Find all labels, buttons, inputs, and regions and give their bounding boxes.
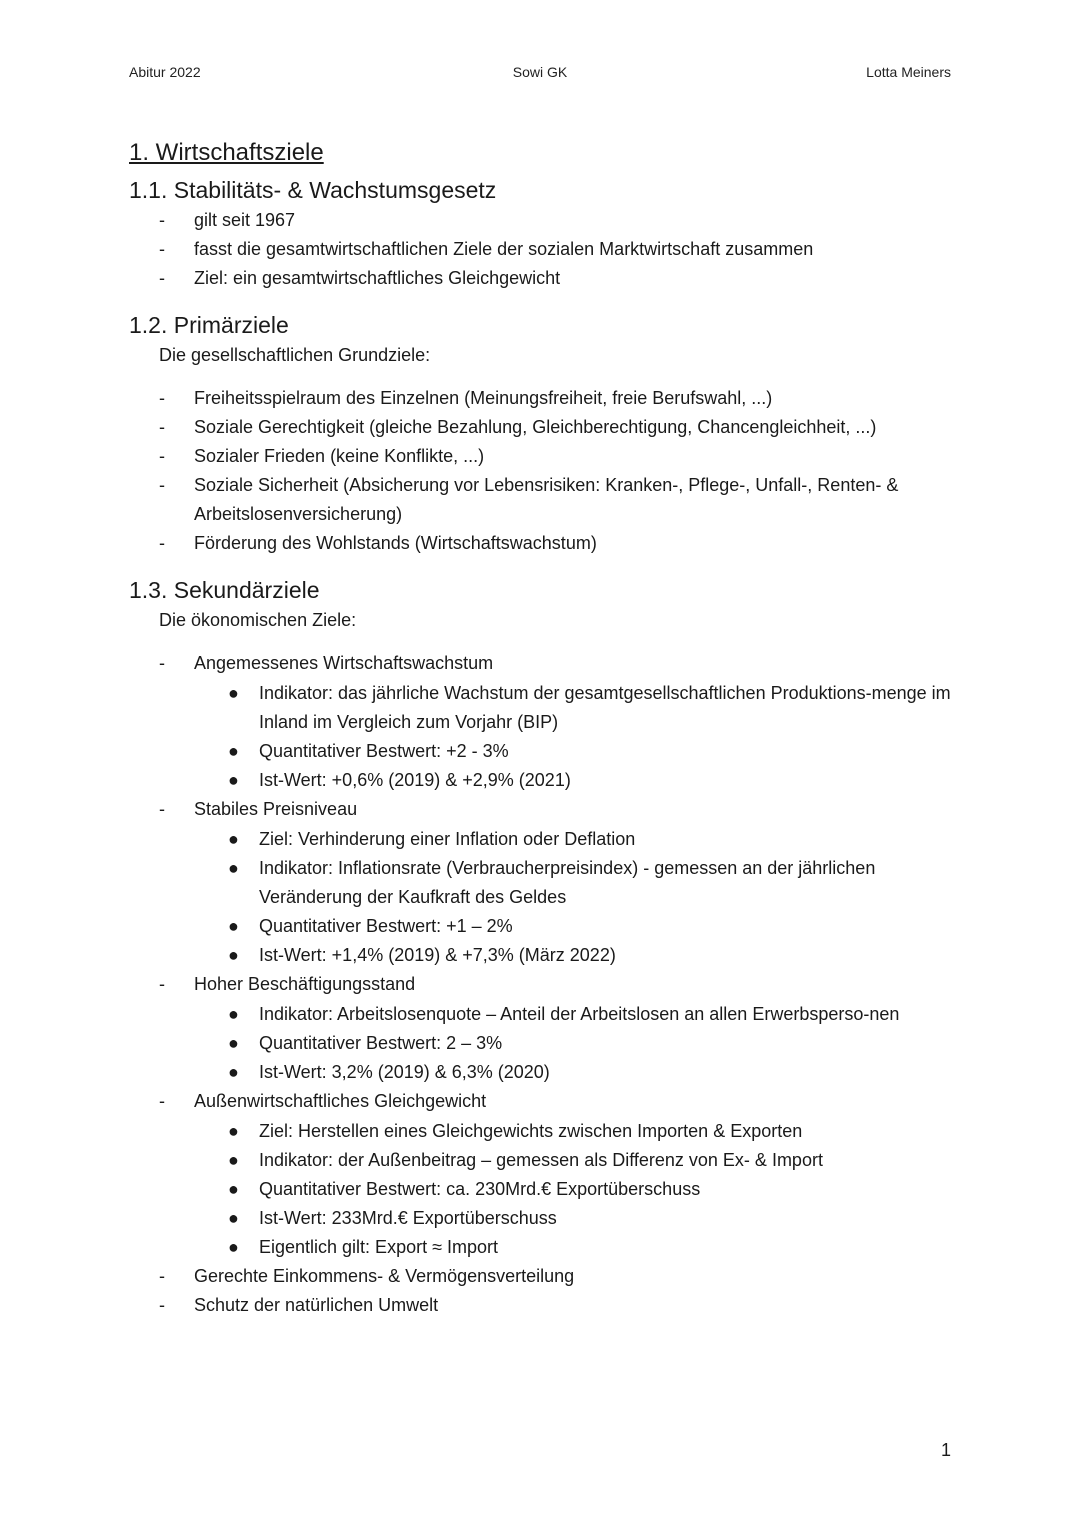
- dash-marker: -: [159, 268, 165, 288]
- intro-1-2: Die gesellschaftlichen Grundziele:: [159, 345, 431, 365]
- bullet-item: [129, 737, 959, 766]
- list-item-text: Förderung des Wohlstands (Wirtschaftswachstum): [194, 533, 597, 553]
- goal-label: Außenwirtschaftliches Gleichgewicht: [194, 1091, 487, 1111]
- bullet-marker: ●: [228, 683, 239, 703]
- list-item: [129, 235, 959, 264]
- bullet-item: [129, 1029, 959, 1058]
- bullet-marker: ●: [228, 1004, 239, 1024]
- bullet-item: [129, 1175, 959, 1204]
- list-item-text: Sozialer Frieden (keine Konflikte, ...): [194, 446, 485, 466]
- bullet-marker: ●: [228, 858, 239, 878]
- dash-marker: -: [159, 475, 165, 495]
- bullet-marker: ●: [228, 741, 239, 761]
- goal-label: Angemessenes Wirtschaftswachstum: [194, 653, 494, 673]
- subsection-title-1-3: 1.3. Sekundärziele: [129, 577, 320, 603]
- goal-label: Schutz der natürlichen Umwelt: [194, 1295, 439, 1315]
- dash-marker: -: [159, 1091, 165, 1111]
- dash-marker: -: [159, 446, 165, 466]
- header-center: Sowi GK: [512, 64, 568, 80]
- goal-points: [129, 679, 959, 795]
- subsection-title-1-2: 1.2. Primärziele: [129, 312, 289, 338]
- bullet-item: [129, 854, 959, 912]
- bullet-item: [129, 1000, 959, 1029]
- header-left: Abitur 2022: [129, 64, 201, 80]
- bullet-marker: ●: [228, 916, 239, 936]
- bullet-item: [129, 1146, 959, 1175]
- page-header: [129, 64, 951, 86]
- dash-marker: -: [159, 388, 165, 408]
- bullet-marker: ●: [228, 1033, 239, 1053]
- dash-marker: -: [159, 974, 165, 994]
- dash-marker: -: [159, 653, 165, 673]
- bullet-item: [129, 766, 959, 795]
- bullet-text: Quantitativer Bestwert: ca. 230Mrd.€ Exportüberschuss: [259, 1179, 701, 1199]
- page-number: 1: [940, 1440, 951, 1460]
- list-1-1: [129, 206, 959, 293]
- bullet-marker: ●: [228, 1237, 239, 1257]
- bullet-marker: ●: [228, 945, 239, 965]
- bullet-text: Indikator: Arbeitslosenquote – Anteil der Arbeitslosen an allen Erwerbsperso-nen: [259, 1004, 900, 1024]
- bullet-marker: ●: [228, 1150, 239, 1170]
- bullet-item: [129, 912, 959, 941]
- dash-marker: -: [159, 1266, 165, 1286]
- section-title: 1. Wirtschaftsziele: [129, 139, 324, 166]
- goal-points: [129, 1117, 959, 1262]
- bullet-marker: ●: [228, 1179, 239, 1199]
- bullet-text: Ist-Wert: 233Mrd.€ Exportüberschuss: [259, 1208, 557, 1228]
- goal-label: Stabiles Preisniveau: [194, 799, 358, 819]
- list-item: [129, 529, 959, 558]
- bullet-text: Quantitativer Bestwert: +2 - 3%: [259, 741, 509, 761]
- bullet-item: [129, 1204, 959, 1233]
- bullet-text: Quantitativer Bestwert: +1 – 2%: [259, 916, 513, 936]
- list-item: [129, 206, 959, 235]
- list-item-text: Freiheitsspielraum des Einzelnen (Meinungsfreiheit, freie Berufswahl, ...): [194, 388, 773, 408]
- list-item: [129, 442, 959, 471]
- dash-marker: -: [159, 799, 165, 819]
- dash-marker: -: [159, 1295, 165, 1315]
- bullet-marker: ●: [228, 829, 239, 849]
- bullet-item: [129, 1058, 959, 1087]
- dash-marker: -: [159, 210, 165, 230]
- bullet-text: Ziel: Verhinderung einer Inflation oder Deflation: [259, 829, 636, 849]
- goal-label: Gerechte Einkommens- & Vermögensverteilung: [194, 1266, 575, 1286]
- list-item-text: fasst die gesamtwirtschaftlichen Ziele der sozialen Marktwirtschaft zusammen: [194, 239, 814, 259]
- bullet-marker: ●: [228, 1121, 239, 1141]
- bullet-text: Ist-Wert: +0,6% (2019) & +2,9% (2021): [259, 770, 571, 790]
- bullet-text: Ziel: Herstellen eines Gleichgewichts zwischen Importen & Exporten: [259, 1121, 803, 1141]
- bullet-text: Ist-Wert: 3,2% (2019) & 6,3% (2020): [259, 1062, 550, 1082]
- document-body: [129, 136, 959, 1320]
- goal-label: Hoher Beschäftigungsstand: [194, 974, 416, 994]
- intro-1-3: Die ökonomischen Ziele:: [159, 610, 357, 630]
- goal-item: [129, 1087, 959, 1262]
- bullet-text: Quantitativer Bestwert: 2 – 3%: [259, 1033, 503, 1053]
- bullet-text: Eigentlich gilt: Export ≈ Import: [259, 1237, 498, 1257]
- dash-marker: -: [159, 417, 165, 437]
- list-item-text: Soziale Sicherheit (Absicherung vor Lebensrisiken: Kranken-, Pflege-, Unfall-, Renten- & Arbeitslosenversicherung): [194, 475, 899, 524]
- bullet-item: [129, 679, 959, 737]
- list-item-text: gilt seit 1967: [194, 210, 296, 230]
- goal-points: [129, 1000, 959, 1087]
- bullet-text: Indikator: Inflationsrate (Verbraucherpreisindex) - gemessen an der jährlichen Veränderung der Kaufkraft des Geldes: [259, 858, 876, 907]
- dash-marker: -: [159, 239, 165, 259]
- goal-item: [129, 649, 959, 795]
- list-item: [129, 471, 959, 529]
- bullet-marker: ●: [228, 770, 239, 790]
- subsection-title-1-1: 1.1. Stabilitäts- & Wachstumsgesetz: [129, 177, 497, 203]
- list-item: [129, 413, 959, 442]
- bullet-text: Indikator: der Außenbeitrag – gemessen als Differenz von Ex- & Import: [259, 1150, 823, 1170]
- goal-item: [129, 795, 959, 970]
- goal-item: [129, 1291, 959, 1320]
- list-1-3: [129, 649, 959, 1320]
- bullet-item: [129, 941, 959, 970]
- list-item-text: Soziale Gerechtigkeit (gleiche Bezahlung, Gleichberechtigung, Chancengleichheit, ...): [194, 417, 877, 437]
- list-item: [129, 384, 959, 413]
- list-1-2: [129, 384, 959, 558]
- bullet-text: Ist-Wert: +1,4% (2019) & +7,3% (März 2022): [259, 945, 616, 965]
- bullet-item: [129, 1117, 959, 1146]
- list-item: [129, 264, 959, 293]
- dash-marker: -: [159, 533, 165, 553]
- header-right: Lotta Meiners: [866, 64, 951, 80]
- bullet-text: Indikator: das jährliche Wachstum der gesamtgesellschaftlichen Produktions-menge im Inland im Vergleich zum Vorjahr (BIP): [259, 683, 951, 732]
- bullet-marker: ●: [228, 1062, 239, 1082]
- goal-points: [129, 825, 959, 970]
- bullet-marker: ●: [228, 1208, 239, 1228]
- bullet-item: [129, 1233, 959, 1262]
- list-item-text: Ziel: ein gesamtwirtschaftliches Gleichgewicht: [194, 268, 561, 288]
- goal-item: [129, 970, 959, 1087]
- goal-item: [129, 1262, 959, 1291]
- bullet-item: [129, 825, 959, 854]
